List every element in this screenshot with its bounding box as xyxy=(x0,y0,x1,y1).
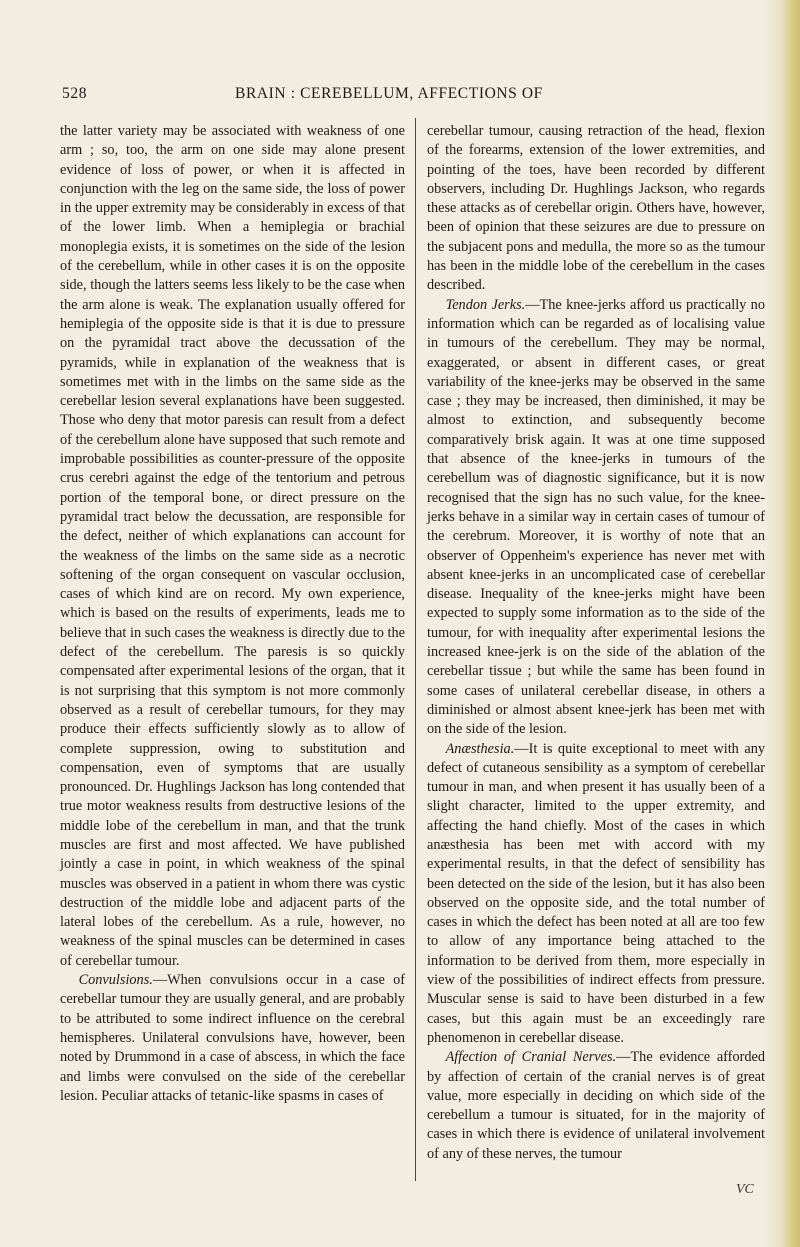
section-heading-anaesthesia: Anæsthesia. xyxy=(445,740,515,757)
cranial-nerves-text: —The evidence afforded by affection of certain of the cranial nerves is of great value, more especially in deciding on which side of the cerebellum a tumour is situated, for in the majority of cases in which there is evidence of unilateral involvement of any of these nerves, the tumour xyxy=(427,1049,765,1162)
page-edge-shadow xyxy=(764,0,800,1247)
convulsions-text: —When convulsions occur in a case of cerebellar tumour they are usually general, and are probably to be attributed to some indirect influence on the cerebral hemispheres. Unilateral convulsions have, however, been noted by Drummond in a case of abscess, in which the face and limbs were convulsed on the side of the cerebellar lesion. Peculiar attacks of tetanic-like spasms in cases of xyxy=(60,972,405,1104)
paragraph-tendon-jerks xyxy=(427,296,765,740)
paragraph-anaesthesia xyxy=(427,740,765,1049)
signature-mark: VC xyxy=(736,1182,754,1197)
section-heading-convulsions: Convulsions. xyxy=(78,972,153,989)
column-divider xyxy=(415,118,416,1181)
paragraph-convulsions xyxy=(60,971,405,1106)
section-heading-tendon-jerks: Tendon Jerks. xyxy=(445,296,526,313)
anaesthesia-text: —It is quite exceptional to meet with any defect of cutaneous sensibility as a symptom of cerebellar tumour in man, and when present it has usually been of a slight character, limited to the upper extremity, and affecting the hand chiefly. Most of the cases in which anæsthesia has been met with accord with my experimental results, in that the defect of sensibility has been detected on the side of the lesion, but it has also been observed on the opposite side, and the total number of cases in which the defect has been noted at all are too few to allow of any importance being attached to the information to be derived from them, more especially in view of the possibilities of indirect effects from pressure. Muscular sense is said to have been disturbed in a few cases, but this again must be an exceedingly rare phenomenon in cerebellar disease. xyxy=(427,740,765,1046)
tendon-jerks-text: —The knee-jerks afford us practically no information which can be regarded as of localising value in tumours of the cerebellum. They may be normal, exaggerated, or absent in different cases, or great variability of the knee-jerks may be observed in the same case ; they may be increased, then diminished, it may be almost to extinction, and subsequently become comparatively brisk again. It was at one time supposed that absence of the knee-jerks in tumours of the cerebellum was of diagnostic significance, but it is now recognised that the sign has no such value, for the knee-jerks behave in a similar way in certain cases of tumour of the cerebrum. Moreover, it is worthy of note that an observer of Oppenheim's experience has never met with absent knee-jerks in an uncomplicated case of cerebellar disease. Inequality of the knee-jerks might have been expected to supply some information as to the side of the tumour, for with inequality after experimental lesions the increased knee-jerk is on the side of the ablation of the cerebellar tissue ; but while the same has been found in some cases of unilateral cerebellar disease, in others a diminished or almost absent knee-jerk has been met with on the side of the lesion. xyxy=(427,296,765,738)
section-heading-cranial-nerves: Affection of Cranial Nerves. xyxy=(445,1049,617,1066)
paragraph-cranial-nerves xyxy=(427,1048,765,1164)
paragraph-continued: the latter variety may be associated with weakness of one arm ; so, too, the arm on one side may alone present evidence of loss of power, or when it is affected in conjunction with the leg on the same side, the loss of power in the upper extremity may be considerably in excess of that of the lower limb. When a hemiplegia or brachial monoplegia exists, it is sometimes on the side of the lesion of the cerebellum, while in other cases it is on the opposite side, though the latters seems less likely to be the case when the arm alone is weak. The explanation usually offered for hemiplegia of the opposite side is that it is due to pressure on the pyramidal tract above the decussation of the pyramids, while in explanation of the weakness that is sometimes met with in the limbs on the same side as the cerebellar lesion several explanations have been suggested. Those who deny that motor paresis can result from a defect of the cerebellum alone have supposed that such remote and improbable possibilities as counter-pressure of the opposite crus cerebri against the edge of the tentorium and petrous portion of the temporal bone, or direct pressure on the pyramidal tract below the decussation, are responsible for the defect, neither of which explanations can account for the weakness of the limbs on the same side as a necrotic softening of the organ consequent on vascular occlusion, cases of which kind are on record. My own experience, which is based on the results of experiments, leads me to believe that in such cases the weakness is directly due to the defect of the cerebellum. The paresis is so quickly compensated after experimental lesions of the organ, that it is not surprising that this symptom is not more commonly observed as a result of cerebellar tumours, for they may produce their effects sufficiently slowly as to allow of complete suppression, owing to substitution and compensation, even of symptoms that are usually pronounced. Dr. Hughlings Jackson has long contended that true motor weakness results from destructive lesions of the middle lobe of the cerebellum in man, and that the trunk muscles are first and most affected. We have published jointly a case in point, in which weakness of the spinal muscles was observed in a patient in whom there was cystic destruction of the middle lobe and adjacent parts of the lateral lobes of the cerebellum. As a rule, however, no weakness of the spinal muscles can be determined in cases of cerebellar tumour. xyxy=(60,123,405,969)
right-column xyxy=(427,122,765,1164)
running-title: BRAIN : CEREBELLUM, AFFECTIONS OF xyxy=(235,85,543,102)
paragraph-continued-right: cerebellar tumour, causing retraction of the head, flexion of the forearms, extension of the lower extremities, and pointing of the toes, have been recorded by different observers, including Dr. Hughlings Jackson, who regards these attacks as of cerebellar origin. Others have, however, been of opinion that these seizures are due to pressure on the subjacent pons and medulla, the more so as the tumour has been in the middle lobe of the cerebellum in the cases described. xyxy=(427,123,765,294)
left-column xyxy=(60,122,405,1106)
page-number: 528 xyxy=(62,85,88,102)
running-header xyxy=(60,85,750,109)
